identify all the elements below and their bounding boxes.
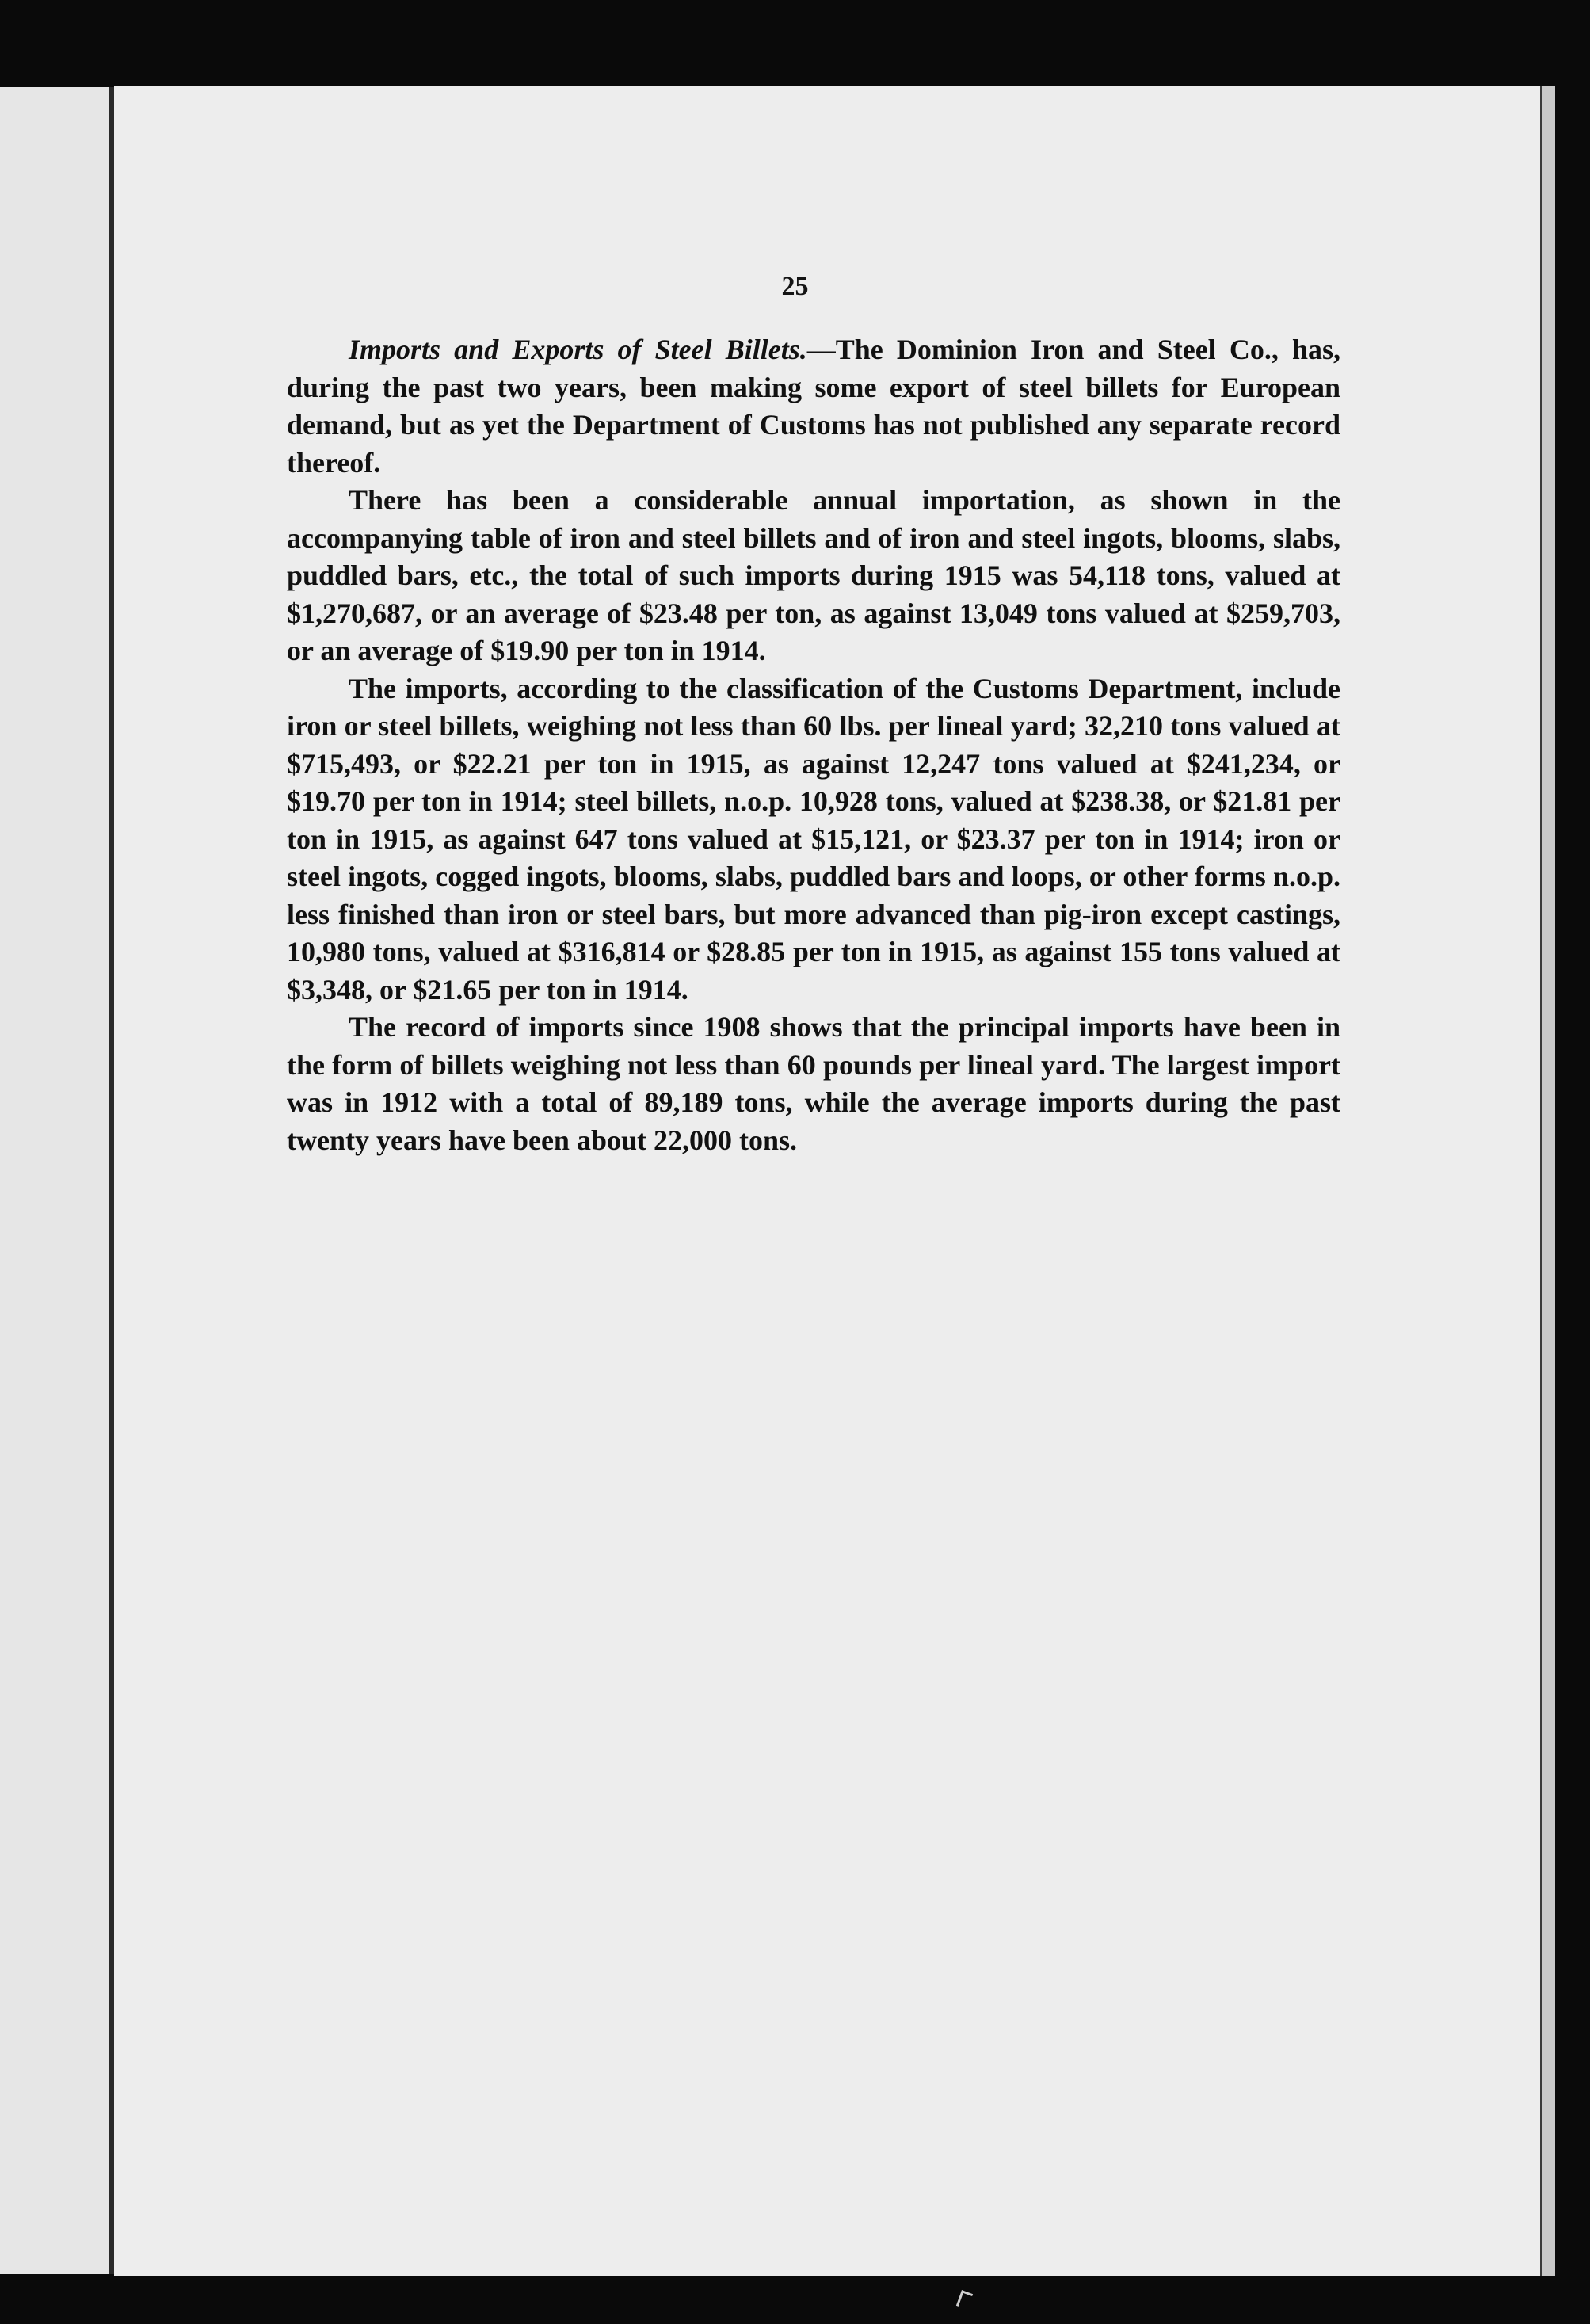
facing-page-edge — [0, 87, 111, 2274]
body-text — [287, 331, 1340, 1159]
section-heading: Imports and Exports of Steel Billets. — [349, 334, 807, 365]
page-right-edge — [1540, 86, 1555, 2276]
paragraph-text: —The Dominion Iron and Steel Co., has, during the past two years, been making some export of steel billets for European demand, but as yet the Department of Customs has not published any separate record thereof. — [287, 334, 1340, 479]
page-number: 25 — [781, 272, 809, 301]
paragraph — [287, 331, 1340, 482]
paragraph: There has been a considerable annual importation, as shown in the accompanying table of iron and steel billets and of iron and steel ingots, blooms, slabs, puddled bars, etc., the total of such imports during 1915 was 54,118 tons, valued at $1,270,687, or an average of $23.48 per ton, as against 13,049 tons valued at $259,703, or an average of $19.90 per ton in 1914. — [287, 484, 1340, 666]
scan-mark — [956, 2290, 973, 2310]
paragraph: The imports, according to the classification of the Customs Department, include iron or steel billets, weighing not less than 60 lbs. per lineal yard; 32,210 tons valued at $715,493, or $22.21 per ton in 1915, as against 12,247 tons valued at $241,234, or $19.70 per ton in 1914; steel billets, n.o.p. 10,928 tons, valued at $238.38, or $21.81 per ton in 1915, as against 647 tons valued at $15,121, or $23.37 per ton in 1914; iron or steel ingots, cogged ingots, blooms, slabs, puddled bars and loops, or other forms n.o.p. less finished than iron or steel bars, but more advanced than pig-iron except castings, 10,980 tons, valued at $316,814 or $28.85 per ton in 1915, as against 155 tons valued at $3,348, or $21.65 per ton in 1914. — [287, 672, 1340, 1006]
paragraph: The record of imports since 1908 shows that the principal imports have been in the form of billets weighing not less than 60 pounds per lineal yard. The largest import was in 1912 with a total of 89,189 tons, while the average imports during the past twenty years have been about 22,000 tons. — [287, 1011, 1340, 1156]
